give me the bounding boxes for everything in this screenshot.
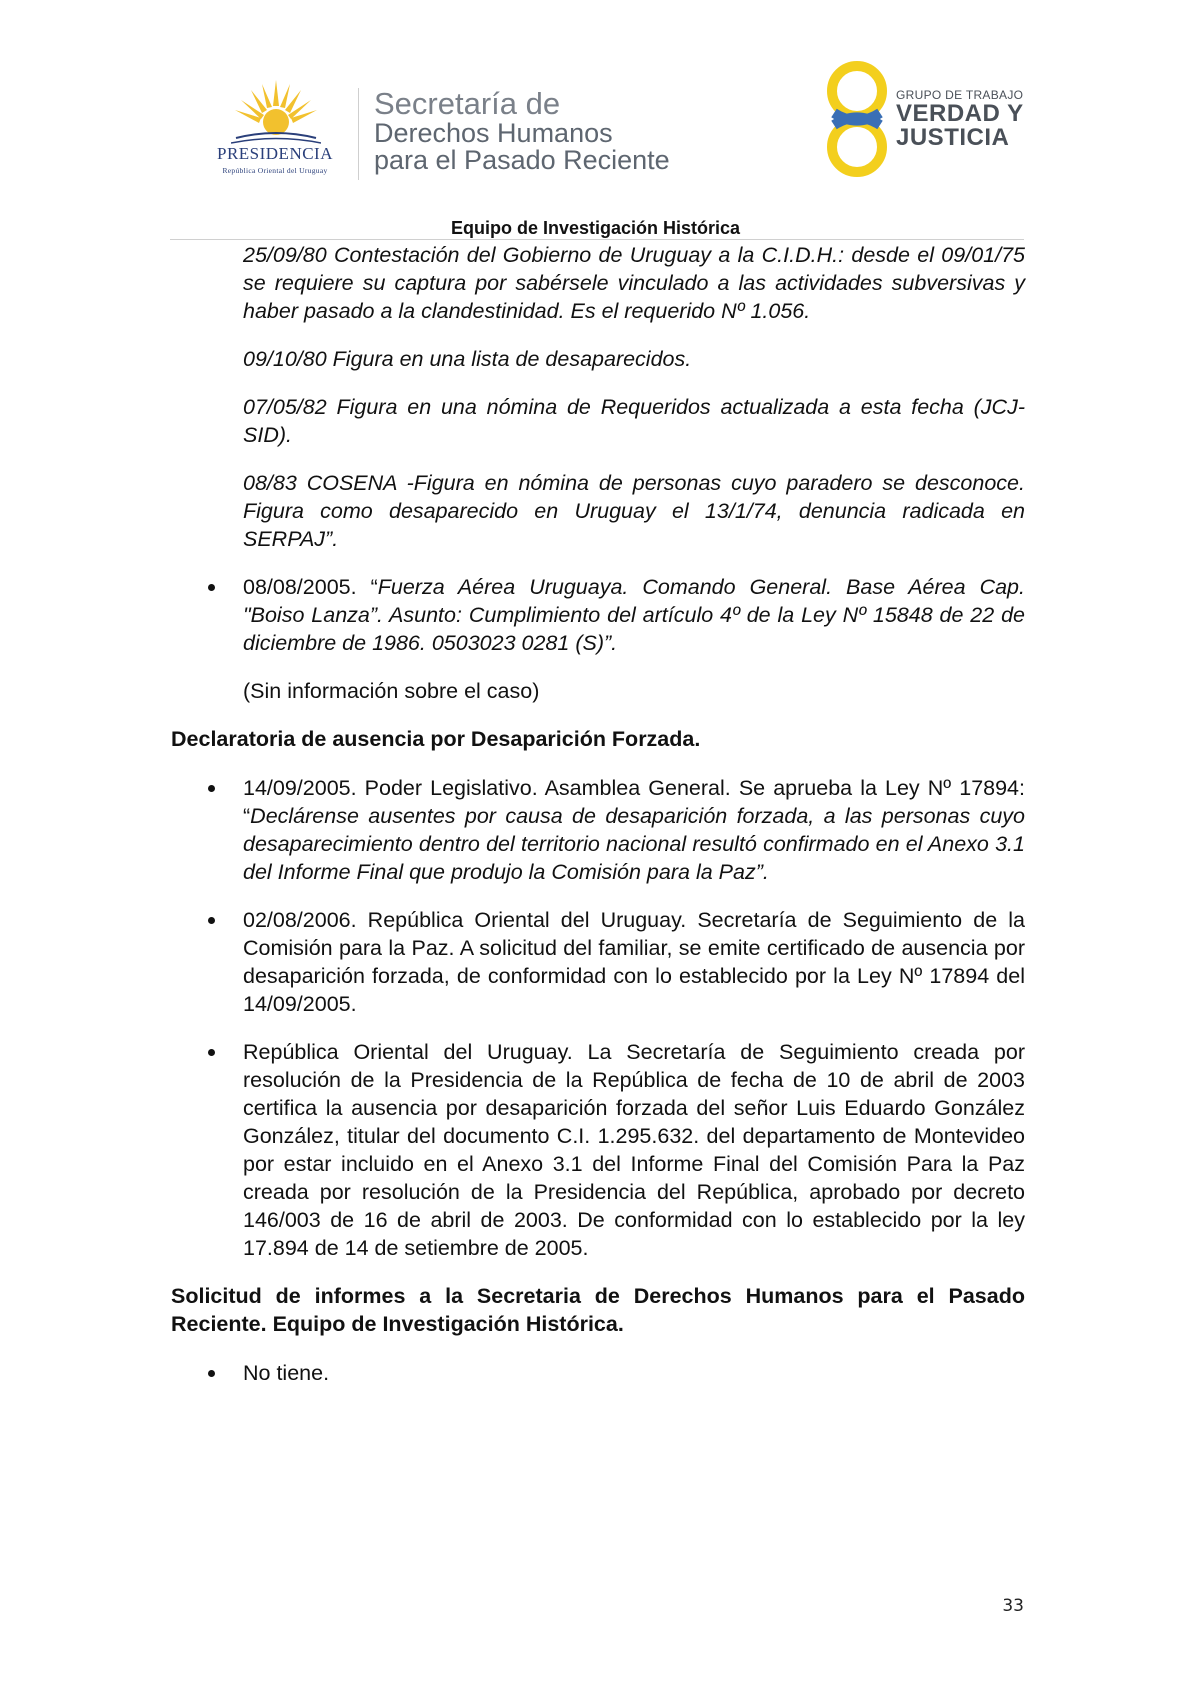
vyj-big-line-2: JUSTICIA [896,124,1010,152]
presidencia-word: PRESIDENCIA [216,144,333,163]
page-header [0,0,1191,240]
bullet-no-tiene: No tiene. [243,1361,330,1385]
list-item [243,1359,1025,1387]
bullet-certificado: 02/08/2006. República Oriental del Uruguay. Secretaría de Seguimiento de la Comisión para la Paz. A solicitud del familiar, se emite certificado de ausencia por desaparición forzada, de conformidad con lo establecido por la Ley Nº 17894 del 14/09/2005. [243,908,1025,1016]
header-rule [170,239,1024,240]
paragraph-desaparecidos-list: 09/10/80 Figura en una lista de desaparecidos. [243,347,692,371]
paragraph-cosena: 08/83 COSENA -Figura en nómina de personas cuyo paradero se desconoce. Figura como desaparecido en Uruguay el 13/1/74, denuncia radicada en SERPAJ”. [243,471,1025,551]
secretaria-title [374,88,670,175]
bullet-icon [208,785,215,792]
bullet-secretaria-seguimiento: República Oriental del Uruguay. La Secretaría de Seguimiento creada por resolución de la Presidencia de la República de fecha de 10 de abril de 2003 certifica la ausencia por desaparición forzada del señor Luis Eduardo González González, titular del documento C.I. 1.295.632. del departamento de Montevideo por estar incluido en el Anexo 3.1 del Informe Final del Comisión Para la Paz creada por resolución de la Presidencia del República, aprobado por decreto 146/003 de 16 de abril de 2003. De conformidad con lo establecido por la ley 17.894 de 14 de setiembre de 2005. [243,1040,1025,1260]
verdad-justicia-text [896,88,1024,151]
paragraph-cidh: 25/09/80 Contestación del Gobierno de Uruguay a la C.I.D.H.: desde el 09/01/75 se requiere su captura por sabérsele vinculado a las actividades subversivas y haber pasado a la clandestinidad. Es el requerido Nº 1.056. [243,243,1025,323]
paragraph-requeridos: 07/05/82 Figura en una nómina de Requeridos actualizada a esta fecha (JCJ-SID). [243,395,1025,447]
bullet-fuerza-aerea-italic: Fuerza Aérea Uruguaya. Comando General. Base Aérea Cap. "Boiso Lanza”. Asunto: Cumplimiento del artículo 4º de la Ley Nº 15848 de 22 de diciembre de 1986. 0503023 0281 (S)”. [243,575,1025,655]
presidencia-logo [196,80,354,180]
bullet-fuerza-aerea [243,573,1025,657]
list-item [243,774,1025,886]
secretaria-line-2: Derechos Humanos [374,117,613,148]
bullet-icon [208,917,215,924]
logo-divider [358,88,359,180]
bullet-ley-prefix: 14/09/2005. Poder Legislativo. Asamblea General. Se aprueba la Ley Nº 17894: “ [243,776,1025,828]
bullet-ley-italic: Declárense ausentes por causa de desaparición forzada, a las personas cuyo desaparecimiento dentro del territorio nacional resultó confirmado en el Anexo 3.1 del Informe Final que produjo la Comisión para la Paz”. [243,804,1025,884]
bullet-ley-17894 [243,774,1025,886]
section-heading-declaratoria: Declaratoria de ausencia por Desaparición Forzada. [171,727,701,751]
verdad-justicia-logo [824,58,1034,180]
bullet-icon [208,1049,215,1056]
page-number: 33 [1002,1596,1024,1616]
presidencia-subtitle: República Oriental del Uruguay [222,166,328,175]
document-body [171,241,1025,1407]
secretaria-line-3: para el Pasado Reciente [374,145,670,176]
sun-icon [231,80,321,150]
secretaria-line-1: Secretaría de [374,86,561,121]
bullet-fuerza-aerea-prefix: 08/08/2005. “ [243,575,378,599]
list-item [243,1038,1025,1262]
vyj-big-line-1: VERDAD Y [896,100,1024,127]
bullet-icon [208,584,215,591]
bullet-icon [208,1370,215,1377]
paragraph-sin-informacion: (Sin información sobre el caso) [243,679,540,703]
list-item [243,573,1025,657]
list-item [243,906,1025,1018]
vyj-small-label: GRUPO DE TRABAJO [896,88,1024,102]
rings-icon [824,58,890,180]
section-heading-solicitud: Solicitud de informes a la Secretaria de Derechos Humanos para el Pasado Reciente. Equipo de Investigación Histórica. [171,1284,1025,1336]
team-label: Equipo de Investigación Histórica [450,218,741,238]
